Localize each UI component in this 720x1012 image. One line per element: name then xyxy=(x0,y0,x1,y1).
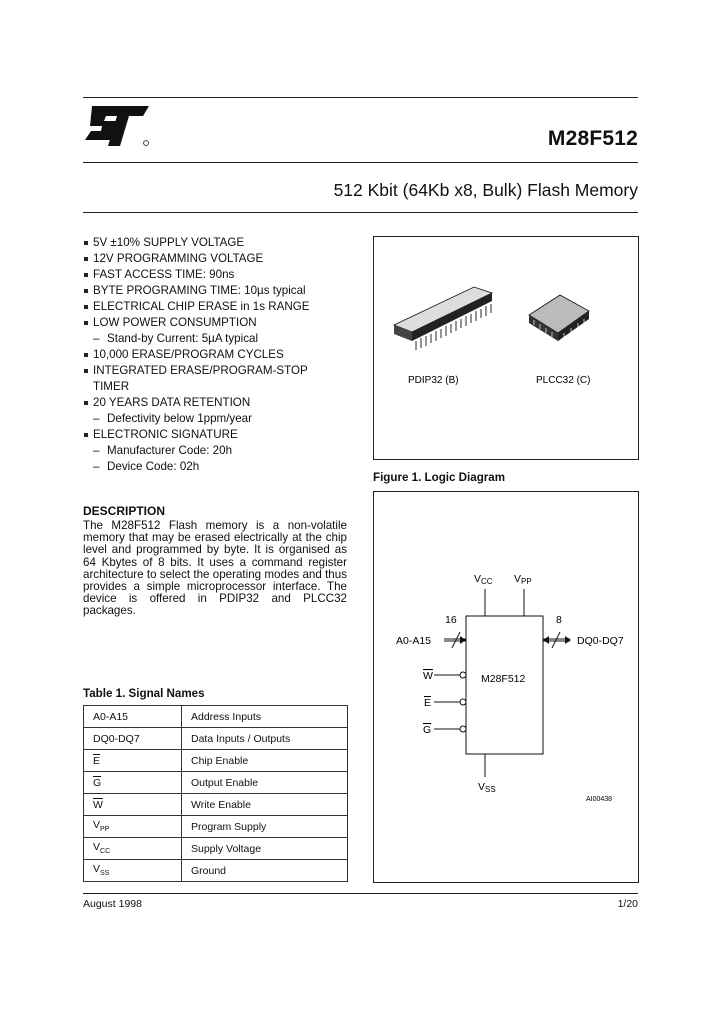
signal-names-table xyxy=(83,705,348,882)
feature-item: FAST ACCESS TIME: 90ns xyxy=(83,267,363,283)
signal-v: V xyxy=(93,863,101,876)
feature-subitem-text: Manufacturer Code: 20h xyxy=(107,444,233,457)
table-row xyxy=(84,860,348,882)
vss-label: VSS xyxy=(478,781,496,794)
table-row xyxy=(84,706,348,728)
table-row xyxy=(84,728,348,750)
feature-list xyxy=(83,235,363,475)
signal-sub: SS xyxy=(100,870,110,878)
part-number: M28F512 xyxy=(547,127,638,150)
feature-item: BYTE PROGRAMING TIME: 10µs typical xyxy=(83,283,363,299)
package-drawing xyxy=(374,237,638,459)
pdip32-label: PDIP32 (B) xyxy=(408,375,459,386)
signal-v: V xyxy=(93,819,101,832)
address-count: 16 xyxy=(445,614,457,626)
signal-w: $\overline{W}$ xyxy=(93,798,103,811)
signal-cell xyxy=(84,838,182,860)
feature-subitem-text: Defectivity below 1ppm/year xyxy=(107,412,252,425)
description-heading: DESCRIPTION xyxy=(83,504,166,518)
table-row xyxy=(84,772,348,794)
plcc32-package-icon xyxy=(529,295,589,341)
vcc-label: VCC xyxy=(474,573,493,586)
signal-desc-cell: Write Enable xyxy=(182,794,348,816)
vpp-label: VPP xyxy=(514,573,532,586)
feature-item: 5V ±10% SUPPLY VOLTAGE xyxy=(83,235,363,251)
top-rule xyxy=(83,97,638,98)
table-row xyxy=(84,750,348,772)
address-label: A0-A15 xyxy=(396,635,432,647)
signal-sub: CC xyxy=(100,848,111,856)
signal-cell: DQ0-DQ7 xyxy=(84,728,182,750)
signal-cell xyxy=(84,772,182,794)
data-count: 8 xyxy=(556,614,562,626)
feature-item: INTEGRATED ERASE/PROGRAM-STOP TIMER xyxy=(83,363,331,395)
signal-e: $\overline{E}$ xyxy=(93,754,101,767)
feature-item: 20 YEARS DATA RETENTION xyxy=(83,395,363,411)
table-row xyxy=(84,816,348,838)
feature-item: LOW POWER CONSUMPTION xyxy=(83,315,363,331)
signal-g: $\overline{G}$ xyxy=(93,776,102,789)
chip-body xyxy=(466,616,543,754)
feature-subitem xyxy=(83,331,363,347)
signal-desc-cell: Chip Enable xyxy=(182,750,348,772)
pdip32-package-icon xyxy=(394,287,492,350)
signal-desc-cell: Address Inputs xyxy=(182,706,348,728)
feature-item: 10,000 ERASE/PROGRAM CYCLES xyxy=(83,347,363,363)
footer-page-number: 1/20 xyxy=(617,898,638,910)
signal-cell: A0-A15 xyxy=(84,706,182,728)
signal-desc-cell: Supply Voltage xyxy=(182,838,348,860)
signal-cell xyxy=(84,794,182,816)
logic-diagram-drawing xyxy=(374,492,638,882)
table-row xyxy=(84,794,348,816)
signal-desc-cell: Program Supply xyxy=(182,816,348,838)
g-label: G xyxy=(423,724,432,736)
signal-v: V xyxy=(93,841,101,854)
e-label: E xyxy=(424,697,432,709)
feature-item: ELECTRICAL CHIP ERASE in 1s RANGE xyxy=(83,299,363,315)
st-logo xyxy=(83,103,151,149)
title-rule xyxy=(83,162,638,163)
signal-desc-cell: Ground xyxy=(182,860,348,882)
feature-item: 12V PROGRAMMING VOLTAGE xyxy=(83,251,363,267)
signal-sub: PP xyxy=(100,826,110,834)
logic-diagram xyxy=(373,491,639,883)
table-title: Table 1. Signal Names xyxy=(83,687,205,700)
signal-desc-cell: Output Enable xyxy=(182,772,348,794)
signal-desc-cell: Data Inputs / Outputs xyxy=(182,728,348,750)
plcc32-label: PLCC32 (C) xyxy=(536,375,591,386)
feature-subitem xyxy=(83,443,363,459)
w-label: W xyxy=(423,670,433,682)
chip-label: M28F512 xyxy=(481,673,526,685)
figure-code: AI00438 xyxy=(586,796,613,803)
feature-subitem xyxy=(83,459,363,475)
feature-item: ELECTRONIC SIGNATURE xyxy=(83,427,363,443)
signal-cell xyxy=(84,750,182,772)
figure-title: Figure 1. Logic Diagram xyxy=(373,471,506,484)
data-label: DQ0-DQ7 xyxy=(577,635,624,647)
description-text: The M28F512 Flash memory is a non-volatile memory that may be erased electrically at the chip level and programmed by byte. It is organised as 64 Kbytes of 8 bits. It uses a command register architecture to select the operating modes and thus provides a simple microprocessor interface. The device is offered in PDIP32 and PLCC32 packages. xyxy=(83,519,347,618)
signal-cell xyxy=(84,860,182,882)
subtitle-rule xyxy=(83,212,638,213)
table-row xyxy=(84,838,348,860)
footer-date: August 1998 xyxy=(83,898,142,910)
signal-cell xyxy=(84,816,182,838)
document-subtitle: 512 Kbit (64Kb x8, Bulk) Flash Memory xyxy=(333,180,638,200)
footer-rule xyxy=(83,893,638,894)
feature-subitem xyxy=(83,411,363,427)
package-figure xyxy=(373,236,639,460)
feature-subitem-text: Stand-by Current: 5µA typical xyxy=(107,332,259,345)
feature-subitem-text: Device Code: 02h xyxy=(107,460,200,473)
